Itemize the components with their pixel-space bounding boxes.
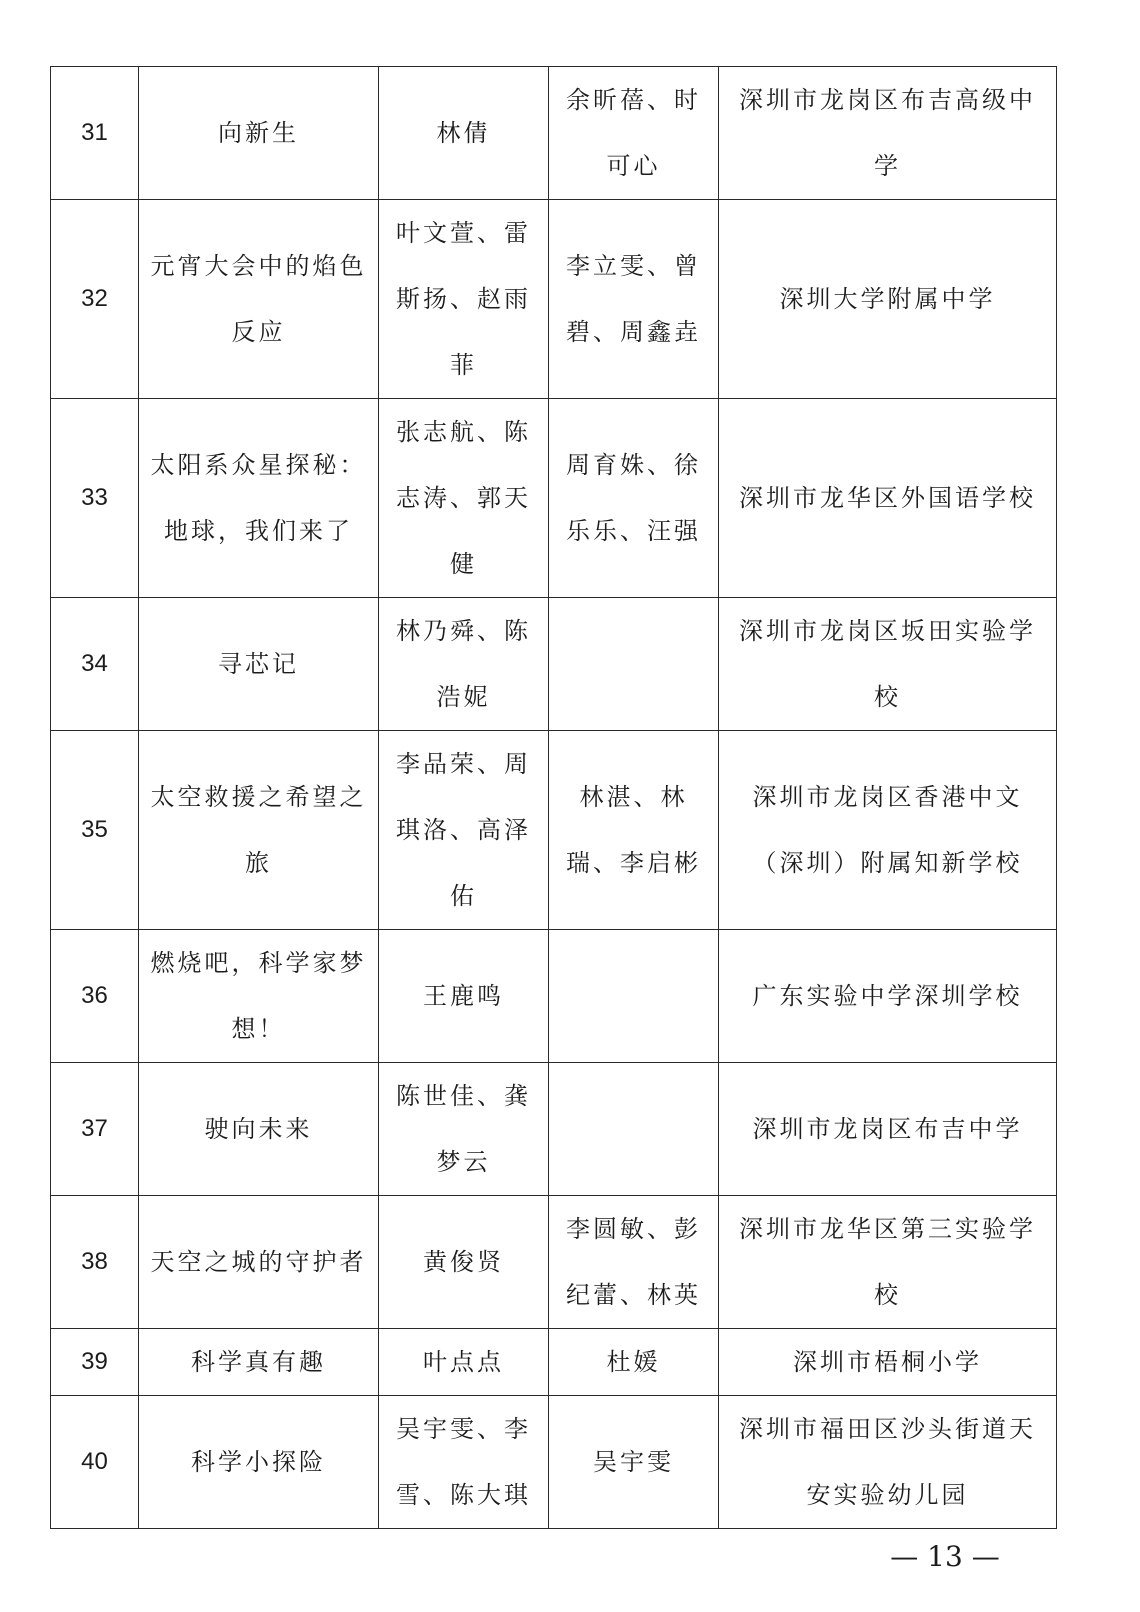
table-row: [51, 1329, 1057, 1396]
advisors: 李圆敏、彭纪蕾、林英: [549, 1196, 719, 1329]
row-number: 40: [51, 1396, 139, 1529]
page-number: — 13 —: [890, 1540, 1000, 1573]
school: 深圳市龙华区外国语学校: [719, 399, 1057, 598]
school: 深圳市龙华区第三实验学校: [719, 1196, 1057, 1329]
work-title: 科学小探险: [139, 1396, 379, 1529]
work-title: 元宵大会中的焰色反应: [139, 200, 379, 399]
school: 深圳市梧桐小学: [719, 1329, 1057, 1396]
work-title: 燃烧吧，科学家梦想！: [139, 930, 379, 1063]
row-number: 33: [51, 399, 139, 598]
work-title: 寻芯记: [139, 598, 379, 731]
advisors: 余昕蓓、时可心: [549, 67, 719, 200]
advisors: 周育姝、徐乐乐、汪强: [549, 399, 719, 598]
school: 深圳市龙岗区坂田实验学校: [719, 598, 1057, 731]
authors: 黄俊贤: [379, 1196, 549, 1329]
work-title: 向新生: [139, 67, 379, 200]
work-title: 太阳系众星探秘：地球，我们来了: [139, 399, 379, 598]
row-number: 39: [51, 1329, 139, 1396]
row-number: 35: [51, 731, 139, 930]
school: 深圳市龙岗区布吉中学: [719, 1063, 1057, 1196]
advisors: 杜媛: [549, 1329, 719, 1396]
table-row: [51, 200, 1057, 399]
authors: 叶文萱、雷斯扬、赵雨菲: [379, 200, 549, 399]
table-row: [51, 67, 1057, 200]
table-row: [51, 1063, 1057, 1196]
advisors: 林湛、林瑞、李启彬: [549, 731, 719, 930]
row-number: 32: [51, 200, 139, 399]
advisors: 李立雯、曾碧、周鑫垚: [549, 200, 719, 399]
school: 深圳市龙岗区香港中文（深圳）附属知新学校: [719, 731, 1057, 930]
authors: 林倩: [379, 67, 549, 200]
table-row: [51, 1196, 1057, 1329]
work-title: 太空救援之希望之旅: [139, 731, 379, 930]
authors: 李品荣、周琪洛、高泽佑: [379, 731, 549, 930]
school: 深圳市福田区沙头街道天安实验幼儿园: [719, 1396, 1057, 1529]
table-row: [51, 598, 1057, 731]
school: 广东实验中学深圳学校: [719, 930, 1057, 1063]
table-row: [51, 731, 1057, 930]
authors: 叶点点: [379, 1329, 549, 1396]
work-title: 驶向未来: [139, 1063, 379, 1196]
row-number: 37: [51, 1063, 139, 1196]
authors: 陈世佳、龚梦云: [379, 1063, 549, 1196]
row-number: 31: [51, 67, 139, 200]
table-row: [51, 930, 1057, 1063]
school: 深圳大学附属中学: [719, 200, 1057, 399]
table-row: [51, 399, 1057, 598]
advisors: 吴宇雯: [549, 1396, 719, 1529]
row-number: 36: [51, 930, 139, 1063]
advisors: [549, 598, 719, 731]
row-number: 34: [51, 598, 139, 731]
table-row: [51, 1396, 1057, 1529]
authors: 王鹿鸣: [379, 930, 549, 1063]
work-title: 天空之城的守护者: [139, 1196, 379, 1329]
school: 深圳市龙岗区布吉高级中学: [719, 67, 1057, 200]
authors: 吴宇雯、李雪、陈大琪: [379, 1396, 549, 1529]
authors: 张志航、陈志涛、郭天健: [379, 399, 549, 598]
advisors: [549, 930, 719, 1063]
advisors: [549, 1063, 719, 1196]
work-title: 科学真有趣: [139, 1329, 379, 1396]
row-number: 38: [51, 1196, 139, 1329]
authors: 林乃舜、陈浩妮: [379, 598, 549, 731]
award-list-table: [50, 66, 1057, 1529]
